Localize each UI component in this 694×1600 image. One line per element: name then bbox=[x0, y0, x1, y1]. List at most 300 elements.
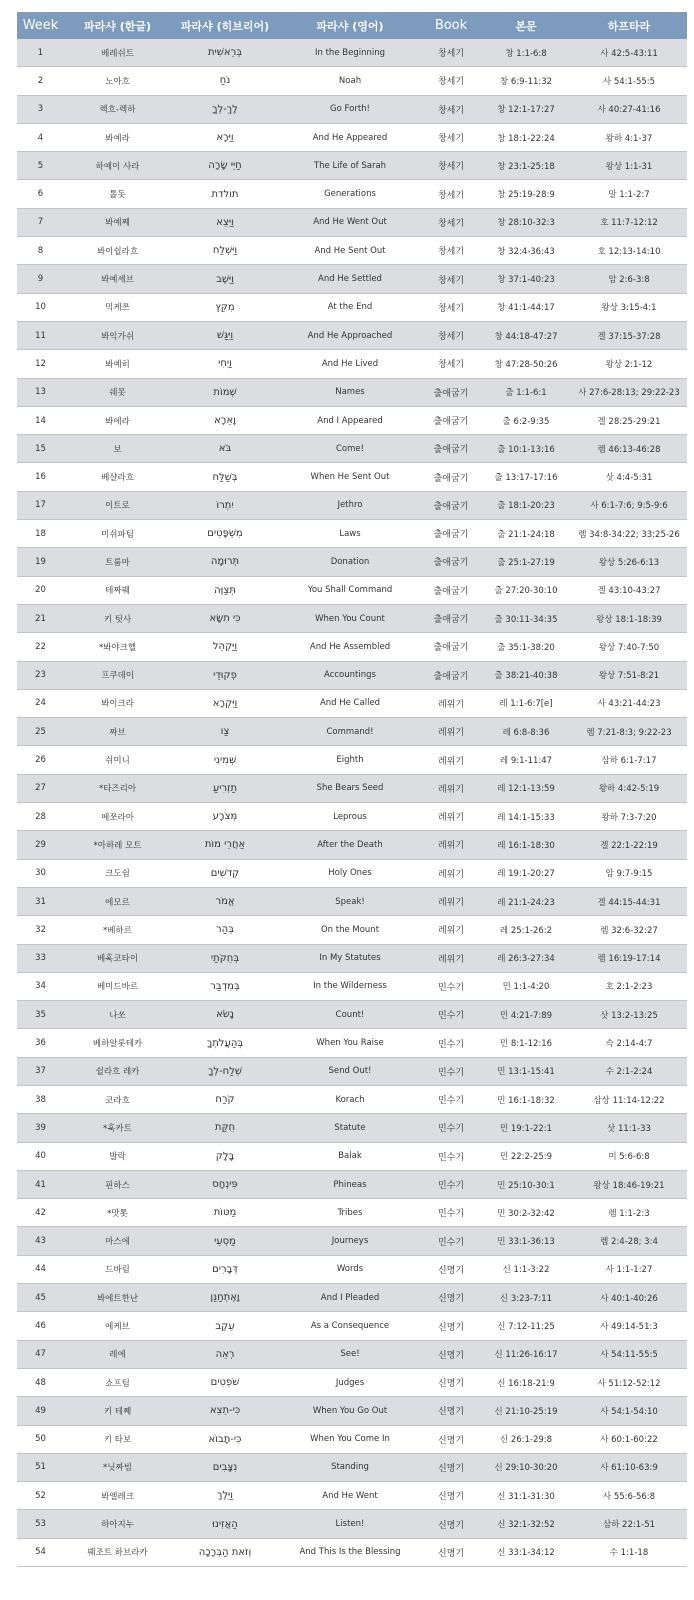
cell-haftarah: 겔 43:10-43:27 bbox=[571, 576, 687, 604]
cell-name-korean: 봐익가쉬 bbox=[64, 321, 171, 349]
cell-book: 신명기 bbox=[421, 1312, 481, 1340]
cell-name-korean: 톨돗 bbox=[64, 180, 171, 208]
table-row bbox=[17, 378, 687, 406]
table-row bbox=[17, 604, 687, 632]
cell-name-korean: 하예이 사라 bbox=[64, 152, 171, 180]
cell-text: 출 21:1-24:18 bbox=[481, 520, 571, 548]
cell-name-hebrew: תְּצַוֶּה bbox=[171, 576, 279, 604]
cell-book: 레위기 bbox=[421, 774, 481, 802]
cell-name-korean: 베훅코타이 bbox=[64, 944, 171, 972]
cell-haftarah: 왕상 5:26-6:13 bbox=[571, 548, 687, 576]
cell-haftarah: 사 60:1-60:22 bbox=[571, 1425, 687, 1453]
cell-name-korean: *타즈리아 bbox=[64, 774, 171, 802]
cell-name-korean: 렉흐-렉하 bbox=[64, 95, 171, 123]
cell-haftarah: 사 49:14-51:3 bbox=[571, 1312, 687, 1340]
cell-name-english: Generations bbox=[279, 180, 421, 208]
cell-haftarah: 사 61:10-63:9 bbox=[571, 1453, 687, 1481]
cell-name-korean: *닛짜빔 bbox=[64, 1453, 171, 1481]
cell-week: 19 bbox=[17, 548, 64, 576]
cell-text: 민 30:2-32:42 bbox=[481, 1199, 571, 1227]
cell-name-english: Leprous bbox=[279, 803, 421, 831]
cell-week: 18 bbox=[17, 520, 64, 548]
cell-text: 신 21:10-25:19 bbox=[481, 1397, 571, 1425]
cell-book: 출애굽기 bbox=[421, 463, 481, 491]
table-row bbox=[17, 123, 687, 151]
table-row bbox=[17, 1368, 687, 1396]
cell-haftarah: 겔 44:15-44:31 bbox=[571, 887, 687, 915]
cell-name-korean: 키 팃사 bbox=[64, 604, 171, 632]
cell-week: 3 bbox=[17, 95, 64, 123]
cell-haftarah: 왕하 4:42-5:19 bbox=[571, 774, 687, 802]
cell-text: 창 18:1-22:24 bbox=[481, 123, 571, 151]
cell-book: 출애굽기 bbox=[421, 435, 481, 463]
cell-name-korean: 크도쉼 bbox=[64, 859, 171, 887]
cell-book: 레위기 bbox=[421, 746, 481, 774]
cell-week: 34 bbox=[17, 972, 64, 1000]
cell-name-korean: 봐예히 bbox=[64, 350, 171, 378]
cell-name-english: In the Wilderness bbox=[279, 972, 421, 1000]
cell-week: 20 bbox=[17, 576, 64, 604]
cell-haftarah: 슥 2:14-4:7 bbox=[571, 1029, 687, 1057]
cell-week: 24 bbox=[17, 689, 64, 717]
cell-name-korean: 쉴라흐 레카 bbox=[64, 1057, 171, 1085]
cell-name-korean: 봐예쩨 bbox=[64, 208, 171, 236]
cell-text: 창 37:1-40:23 bbox=[481, 265, 571, 293]
cell-week: 45 bbox=[17, 1284, 64, 1312]
cell-name-hebrew: תַזְרִיעַ bbox=[171, 774, 279, 802]
cell-week: 6 bbox=[17, 180, 64, 208]
cell-name-english: Send Out! bbox=[279, 1057, 421, 1085]
table-row bbox=[17, 944, 687, 972]
cell-name-hebrew: נֹחַ bbox=[171, 67, 279, 95]
table-row bbox=[17, 1538, 687, 1566]
cell-book: 신명기 bbox=[421, 1538, 481, 1566]
cell-week: 26 bbox=[17, 746, 64, 774]
cell-name-hebrew: הַאֲזִינוּ bbox=[171, 1510, 279, 1538]
cell-text: 레 25:1-26:2 bbox=[481, 916, 571, 944]
table-row bbox=[17, 718, 687, 746]
cell-week: 16 bbox=[17, 463, 64, 491]
cell-name-english: And He Went Out bbox=[279, 208, 421, 236]
cell-haftarah: 삿 13:2-13:25 bbox=[571, 1001, 687, 1029]
cell-haftarah: 사 54:11-55:5 bbox=[571, 1340, 687, 1368]
cell-name-english: On the Mount bbox=[279, 916, 421, 944]
table-row bbox=[17, 1001, 687, 1029]
cell-name-english: And He Settled bbox=[279, 265, 421, 293]
cell-text: 신 7:12-11:25 bbox=[481, 1312, 571, 1340]
cell-book: 레위기 bbox=[421, 803, 481, 831]
cell-name-korean: 하아지누 bbox=[64, 1510, 171, 1538]
cell-book: 창세기 bbox=[421, 293, 481, 321]
cell-name-korean: 에모르 bbox=[64, 887, 171, 915]
cell-text: 민 8:1-12:16 bbox=[481, 1029, 571, 1057]
cell-haftarah: 렘 2:4-28; 3:4 bbox=[571, 1227, 687, 1255]
cell-name-hebrew: וַיִּקְרָא bbox=[171, 689, 279, 717]
cell-haftarah: 왕하 7:3-7:20 bbox=[571, 803, 687, 831]
cell-haftarah: 미 5:6-6:8 bbox=[571, 1142, 687, 1170]
cell-haftarah: 삿 11:1-33 bbox=[571, 1114, 687, 1142]
cell-name-hebrew: שֹׁפְטִים bbox=[171, 1368, 279, 1396]
cell-name-hebrew: וַיִּגַּשׁ bbox=[171, 321, 279, 349]
cell-haftarah: 수 2:1-2:24 bbox=[571, 1057, 687, 1085]
cell-name-korean: 봐이크라 bbox=[64, 689, 171, 717]
cell-name-korean: *맛톳 bbox=[64, 1199, 171, 1227]
cell-name-hebrew: בֹּא bbox=[171, 435, 279, 463]
cell-name-hebrew: לֶךְ-לְךָ bbox=[171, 95, 279, 123]
cell-week: 37 bbox=[17, 1057, 64, 1085]
cell-text: 신 32:1-32:52 bbox=[481, 1510, 571, 1538]
cell-name-hebrew: וַיֵּצֵא bbox=[171, 208, 279, 236]
table-row bbox=[17, 633, 687, 661]
cell-week: 38 bbox=[17, 1085, 64, 1113]
cell-book: 신명기 bbox=[421, 1453, 481, 1481]
cell-name-hebrew: חַיֵּי שָׂרָה bbox=[171, 152, 279, 180]
cell-name-english: Judges bbox=[279, 1368, 421, 1396]
cell-name-english: Names bbox=[279, 378, 421, 406]
cell-week: 42 bbox=[17, 1199, 64, 1227]
cell-haftarah: 사 6:1-7:6; 9:5-9:6 bbox=[571, 491, 687, 519]
cell-week: 46 bbox=[17, 1312, 64, 1340]
cell-name-korean: 마스에 bbox=[64, 1227, 171, 1255]
cell-week: 53 bbox=[17, 1510, 64, 1538]
cell-name-korean: 드바림 bbox=[64, 1255, 171, 1283]
table-row bbox=[17, 1284, 687, 1312]
cell-name-hebrew: מַסְעֵי bbox=[171, 1227, 279, 1255]
cell-name-hebrew: וַיַּקְהֵל bbox=[171, 633, 279, 661]
cell-name-english: Words bbox=[279, 1255, 421, 1283]
cell-name-hebrew: רְאֵה bbox=[171, 1340, 279, 1368]
cell-week: 15 bbox=[17, 435, 64, 463]
cell-name-english: Accountings bbox=[279, 661, 421, 689]
cell-book: 출애굽기 bbox=[421, 633, 481, 661]
cell-haftarah: 왕상 2:1-12 bbox=[571, 350, 687, 378]
cell-name-english: And I Pleaded bbox=[279, 1284, 421, 1312]
cell-text: 창 41:1-44:17 bbox=[481, 293, 571, 321]
cell-book: 민수기 bbox=[421, 972, 481, 1000]
cell-week: 36 bbox=[17, 1029, 64, 1057]
header-week: Week bbox=[17, 12, 64, 39]
cell-text: 레 21:1-24:23 bbox=[481, 887, 571, 915]
cell-week: 47 bbox=[17, 1340, 64, 1368]
table-row bbox=[17, 1057, 687, 1085]
cell-name-english: In the Beginning bbox=[279, 39, 421, 67]
cell-name-korean: 믹케쯔 bbox=[64, 293, 171, 321]
table-row bbox=[17, 95, 687, 123]
cell-name-english: And This Is the Blessing bbox=[279, 1538, 421, 1566]
cell-name-korean: 노아흐 bbox=[64, 67, 171, 95]
table-header bbox=[17, 12, 687, 39]
table-row bbox=[17, 321, 687, 349]
cell-name-korean: 쉬미니 bbox=[64, 746, 171, 774]
cell-book: 레위기 bbox=[421, 944, 481, 972]
cell-name-english: Phineas bbox=[279, 1170, 421, 1198]
cell-text: 창 28:10-32:3 bbox=[481, 208, 571, 236]
cell-name-korean: 발락 bbox=[64, 1142, 171, 1170]
cell-text: 출 10:1-13:16 bbox=[481, 435, 571, 463]
header-haftarah: 하프타라 bbox=[571, 12, 687, 39]
cell-week: 50 bbox=[17, 1425, 64, 1453]
cell-name-english: See! bbox=[279, 1340, 421, 1368]
cell-book: 레위기 bbox=[421, 916, 481, 944]
cell-text: 레 16:1-18:30 bbox=[481, 831, 571, 859]
cell-text: 신 26:1-29:8 bbox=[481, 1425, 571, 1453]
cell-week: 4 bbox=[17, 123, 64, 151]
cell-haftarah: 호 12:13-14:10 bbox=[571, 237, 687, 265]
cell-week: 1 bbox=[17, 39, 64, 67]
cell-haftarah: 사 54:1-55:5 bbox=[571, 67, 687, 95]
cell-name-hebrew: מִקֵּץ bbox=[171, 293, 279, 321]
header-name-hebrew: 파라샤 (히브리어) bbox=[171, 12, 279, 39]
table-row bbox=[17, 1510, 687, 1538]
table-row bbox=[17, 1255, 687, 1283]
cell-text: 창 44:18-47:27 bbox=[481, 321, 571, 349]
cell-haftarah: 말 1:1-2:7 bbox=[571, 180, 687, 208]
cell-book: 신명기 bbox=[421, 1397, 481, 1425]
cell-name-english: At the End bbox=[279, 293, 421, 321]
cell-book: 레위기 bbox=[421, 831, 481, 859]
cell-week: 9 bbox=[17, 265, 64, 293]
cell-name-korean: 베레쉬트 bbox=[64, 39, 171, 67]
cell-name-hebrew: בְּרֵאשִׁית bbox=[171, 39, 279, 67]
cell-text: 신 31:1-31:30 bbox=[481, 1482, 571, 1510]
cell-name-english: Standing bbox=[279, 1453, 421, 1481]
cell-name-hebrew: בְּהַעֲלֹתְךָ bbox=[171, 1029, 279, 1057]
cell-name-korean: *훅카트 bbox=[64, 1114, 171, 1142]
cell-haftarah: 왕상 7:51-8:21 bbox=[571, 661, 687, 689]
table-row bbox=[17, 293, 687, 321]
cell-book: 창세기 bbox=[421, 39, 481, 67]
cell-text: 레 12:1-13:59 bbox=[481, 774, 571, 802]
cell-name-english: Noah bbox=[279, 67, 421, 95]
cell-name-english: When You Go Out bbox=[279, 1397, 421, 1425]
cell-name-hebrew: בְּמִדְבַּר bbox=[171, 972, 279, 1000]
cell-text: 신 11:26-16:17 bbox=[481, 1340, 571, 1368]
cell-name-hebrew: חֻקַּת bbox=[171, 1114, 279, 1142]
cell-name-korean: 레에 bbox=[64, 1340, 171, 1368]
cell-name-hebrew: מִשְׁפָּטִים bbox=[171, 520, 279, 548]
cell-name-korean: *베하르 bbox=[64, 916, 171, 944]
cell-name-korean: 봐에트한난 bbox=[64, 1284, 171, 1312]
cell-book: 창세기 bbox=[421, 95, 481, 123]
table-row bbox=[17, 350, 687, 378]
cell-book: 민수기 bbox=[421, 1114, 481, 1142]
cell-name-english: Jethro bbox=[279, 491, 421, 519]
cell-haftarah: 호 11:7-12:12 bbox=[571, 208, 687, 236]
cell-text: 레 6:8-8:36 bbox=[481, 718, 571, 746]
cell-haftarah: 사 40:27-41:16 bbox=[571, 95, 687, 123]
cell-name-hebrew: תולדת bbox=[171, 180, 279, 208]
cell-text: 출 30:11-34:35 bbox=[481, 604, 571, 632]
cell-text: 민 4:21-7:89 bbox=[481, 1001, 571, 1029]
cell-name-english: Holy Ones bbox=[279, 859, 421, 887]
cell-text: 민 25:10-30:1 bbox=[481, 1170, 571, 1198]
table-row bbox=[17, 1227, 687, 1255]
cell-book: 신명기 bbox=[421, 1368, 481, 1396]
cell-book: 창세기 bbox=[421, 321, 481, 349]
cell-week: 12 bbox=[17, 350, 64, 378]
cell-name-korean: 쉐못 bbox=[64, 378, 171, 406]
cell-name-hebrew: וַיֵּרָא bbox=[171, 123, 279, 151]
cell-name-english: Statute bbox=[279, 1114, 421, 1142]
cell-text: 창 32:4-36:43 bbox=[481, 237, 571, 265]
cell-name-english: Count! bbox=[279, 1001, 421, 1029]
table-row bbox=[17, 1340, 687, 1368]
cell-book: 창세기 bbox=[421, 208, 481, 236]
cell-book: 민수기 bbox=[421, 1170, 481, 1198]
cell-name-hebrew: תְּרוּמָה bbox=[171, 548, 279, 576]
cell-name-english: Listen! bbox=[279, 1510, 421, 1538]
cell-book: 레위기 bbox=[421, 718, 481, 746]
cell-book: 신명기 bbox=[421, 1255, 481, 1283]
cell-text: 레 14:1-15:33 bbox=[481, 803, 571, 831]
cell-haftarah: 렘 34:8-34:22; 33:25-26 bbox=[571, 520, 687, 548]
cell-name-korean: 짜브 bbox=[64, 718, 171, 746]
cell-name-hebrew: שְׁמוֹת bbox=[171, 378, 279, 406]
cell-name-korean: 봐이쉴라흐 bbox=[64, 237, 171, 265]
cell-haftarah: 암 2:6-3:8 bbox=[571, 265, 687, 293]
cell-haftarah: 왕상 1:1-31 bbox=[571, 152, 687, 180]
cell-book: 출애굽기 bbox=[421, 548, 481, 576]
table-row bbox=[17, 67, 687, 95]
cell-name-hebrew: מַטּוֹת bbox=[171, 1199, 279, 1227]
table-row bbox=[17, 1199, 687, 1227]
cell-text: 민 1:1-4:20 bbox=[481, 972, 571, 1000]
table-row bbox=[17, 803, 687, 831]
cell-text: 신 1:1-3:22 bbox=[481, 1255, 571, 1283]
table-row bbox=[17, 520, 687, 548]
cell-haftarah: 암 9:7-9:15 bbox=[571, 859, 687, 887]
cell-name-english: And I Appeared bbox=[279, 406, 421, 434]
cell-haftarah: 렘 32:6-32:27 bbox=[571, 916, 687, 944]
cell-week: 41 bbox=[17, 1170, 64, 1198]
cell-name-english: Laws bbox=[279, 520, 421, 548]
cell-name-hebrew: וָאֶתְחַנַּן bbox=[171, 1284, 279, 1312]
header-name-english: 파라샤 (영어) bbox=[279, 12, 421, 39]
cell-haftarah: 삿 4:4-5:31 bbox=[571, 463, 687, 491]
table-row bbox=[17, 463, 687, 491]
cell-name-korean: 쇼프팀 bbox=[64, 1368, 171, 1396]
cell-haftarah: 사 54:1-54:10 bbox=[571, 1397, 687, 1425]
cell-haftarah: 사 51:12-52:12 bbox=[571, 1368, 687, 1396]
cell-text: 신 3:23-7:11 bbox=[481, 1284, 571, 1312]
cell-week: 21 bbox=[17, 604, 64, 632]
cell-week: 32 bbox=[17, 916, 64, 944]
cell-name-korean: 나쏘 bbox=[64, 1001, 171, 1029]
cell-book: 창세기 bbox=[421, 123, 481, 151]
cell-week: 14 bbox=[17, 406, 64, 434]
cell-book: 민수기 bbox=[421, 1227, 481, 1255]
cell-name-hebrew: קֹרַח bbox=[171, 1085, 279, 1113]
table-row bbox=[17, 746, 687, 774]
cell-text: 민 13:1-15:41 bbox=[481, 1057, 571, 1085]
cell-text: 레 1:1-6:7[e] bbox=[481, 689, 571, 717]
cell-book: 민수기 bbox=[421, 1142, 481, 1170]
cell-name-korean: 트룸마 bbox=[64, 548, 171, 576]
cell-name-hebrew: אַחֲרֵי מוֹת bbox=[171, 831, 279, 859]
cell-name-english: And He Approached bbox=[279, 321, 421, 349]
cell-haftarah: 호 2:1-2:23 bbox=[571, 972, 687, 1000]
cell-book: 신명기 bbox=[421, 1340, 481, 1368]
cell-book: 신명기 bbox=[421, 1510, 481, 1538]
cell-text: 신 29:10-30:20 bbox=[481, 1453, 571, 1481]
header-book: Book bbox=[421, 12, 481, 39]
cell-haftarah: 겔 22:1-22:19 bbox=[571, 831, 687, 859]
cell-haftarah: 겔 37:15-37:28 bbox=[571, 321, 687, 349]
cell-week: 2 bbox=[17, 67, 64, 95]
table-row bbox=[17, 1142, 687, 1170]
cell-name-korean: 에케브 bbox=[64, 1312, 171, 1340]
cell-book: 레위기 bbox=[421, 887, 481, 915]
cell-book: 창세기 bbox=[421, 237, 481, 265]
cell-book: 창세기 bbox=[421, 265, 481, 293]
cell-week: 29 bbox=[17, 831, 64, 859]
cell-name-korean: 베샬라흐 bbox=[64, 463, 171, 491]
cell-text: 창 1:1-6:8 bbox=[481, 39, 571, 67]
cell-text: 신 16:18-21:9 bbox=[481, 1368, 571, 1396]
cell-haftarah: 삼하 22:1-51 bbox=[571, 1510, 687, 1538]
table-row bbox=[17, 208, 687, 236]
cell-haftarah: 수 1:1-18 bbox=[571, 1538, 687, 1566]
cell-name-english: When He Sent Out bbox=[279, 463, 421, 491]
cell-week: 17 bbox=[17, 491, 64, 519]
cell-week: 43 bbox=[17, 1227, 64, 1255]
cell-name-hebrew: בְּחֻקֹּתַי bbox=[171, 944, 279, 972]
header-text: 본문 bbox=[481, 12, 571, 39]
table-row bbox=[17, 1029, 687, 1057]
cell-text: 창 6:9-11:32 bbox=[481, 67, 571, 95]
cell-name-korean: 미쉬파팀 bbox=[64, 520, 171, 548]
cell-name-english: Command! bbox=[279, 718, 421, 746]
cell-name-hebrew: וַיֵּלֶךְ bbox=[171, 1482, 279, 1510]
cell-name-english: When You Come In bbox=[279, 1425, 421, 1453]
cell-name-hebrew: פִּינְחָס bbox=[171, 1170, 279, 1198]
cell-name-hebrew: כִּי-תֵצֵא bbox=[171, 1397, 279, 1425]
cell-name-korean: 보 bbox=[64, 435, 171, 463]
cell-name-hebrew: שְׁלַח-לְךָ bbox=[171, 1057, 279, 1085]
cell-name-hebrew: וַיִּשְׁלַח bbox=[171, 237, 279, 265]
cell-text: 출 13:17-17:16 bbox=[481, 463, 571, 491]
cell-book: 출애굽기 bbox=[421, 491, 481, 519]
table-row bbox=[17, 972, 687, 1000]
cell-name-hebrew: כִּי תִשָּׂא bbox=[171, 604, 279, 632]
cell-name-english: After the Death bbox=[279, 831, 421, 859]
cell-week: 8 bbox=[17, 237, 64, 265]
cell-name-hebrew: בָּלָק bbox=[171, 1142, 279, 1170]
cell-week: 54 bbox=[17, 1538, 64, 1566]
cell-name-english: She Bears Seed bbox=[279, 774, 421, 802]
cell-haftarah: 겔 28:25-29:21 bbox=[571, 406, 687, 434]
cell-text: 민 16:1-18:32 bbox=[481, 1085, 571, 1113]
cell-name-english: Balak bbox=[279, 1142, 421, 1170]
table-row bbox=[17, 152, 687, 180]
cell-week: 35 bbox=[17, 1001, 64, 1029]
cell-name-english: And He Called bbox=[279, 689, 421, 717]
cell-week: 13 bbox=[17, 378, 64, 406]
header-row bbox=[17, 12, 687, 39]
cell-week: 48 bbox=[17, 1368, 64, 1396]
cell-name-hebrew: וַיְחִי bbox=[171, 350, 279, 378]
table-row bbox=[17, 1114, 687, 1142]
cell-text: 민 33:1-36:13 bbox=[481, 1227, 571, 1255]
cell-name-english: The Life of Sarah bbox=[279, 152, 421, 180]
header-name-korean: 파라샤 (한글) bbox=[64, 12, 171, 39]
cell-name-english: Speak! bbox=[279, 887, 421, 915]
cell-text: 창 47:28-50:26 bbox=[481, 350, 571, 378]
cell-text: 민 19:1-22:1 bbox=[481, 1114, 571, 1142]
table-row bbox=[17, 831, 687, 859]
parasha-table bbox=[17, 12, 687, 1567]
cell-name-hebrew: קְדֹשִׁים bbox=[171, 859, 279, 887]
